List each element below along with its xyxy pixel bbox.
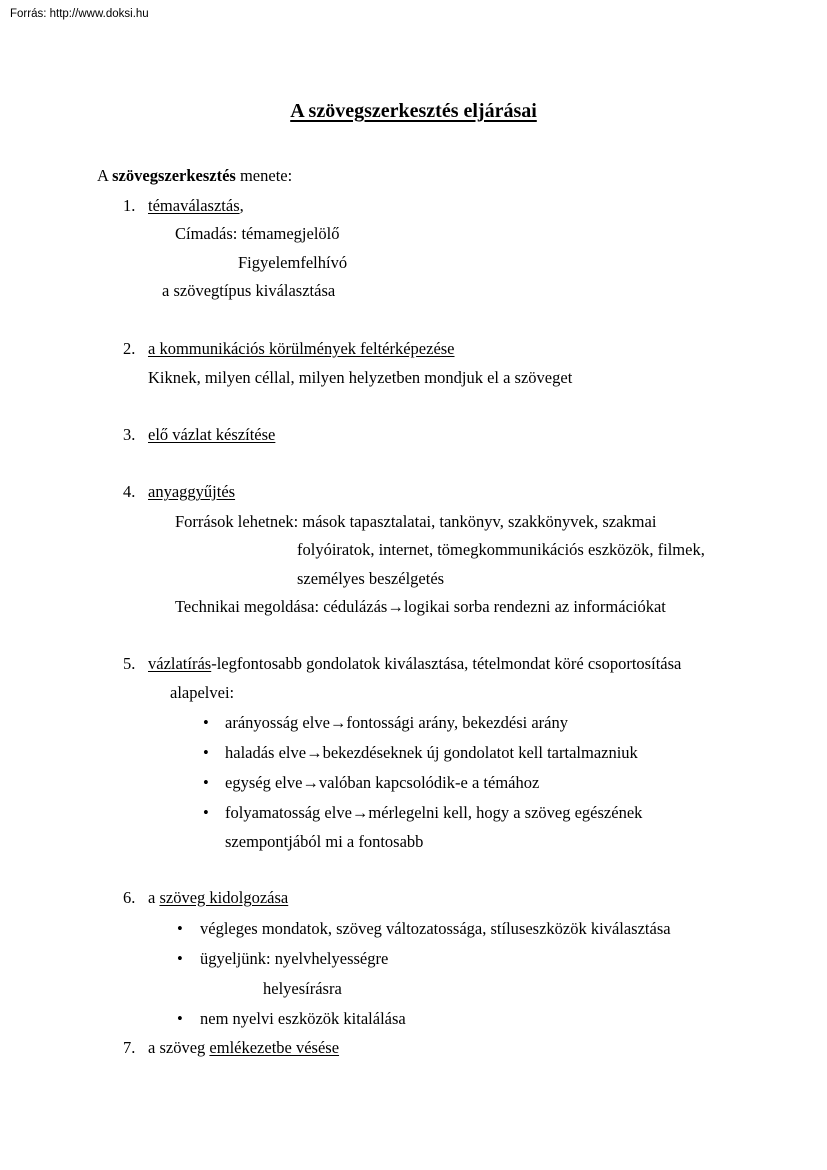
page-title-text: A szövegszerkesztés eljárásai bbox=[290, 100, 537, 122]
list-item-7 bbox=[123, 1038, 339, 1057]
item5-subline-1: alapelvei: bbox=[170, 683, 235, 702]
bullet-text: haladás elve→bekezdéseknek új gondolatot kell tartalmazniuk bbox=[225, 743, 638, 762]
item-tail: , bbox=[239, 196, 244, 215]
item6-bullet-2 bbox=[177, 949, 388, 968]
item5-bullet-2 bbox=[203, 743, 638, 762]
item-number: 4. bbox=[123, 482, 136, 501]
source-line: Forrás: http://www.doksi.hu bbox=[10, 8, 149, 20]
item1-subline-3: a szövegtípus kiválasztása bbox=[162, 281, 336, 300]
item4-subline-1: Források lehetnek: mások tapasztalatai, tankönyv, szakkönyvek, szakmai bbox=[175, 512, 657, 531]
list-item-2 bbox=[123, 339, 455, 358]
item-number: 1. bbox=[123, 196, 136, 215]
item5-bullet-1 bbox=[203, 713, 568, 732]
bullet-text: arányosság elve→fontossági arány, bekezdési arány bbox=[225, 713, 569, 732]
item-number: 6. bbox=[123, 888, 136, 907]
item-heading: a kommunikációs körülmények feltérképezése bbox=[148, 339, 455, 358]
bullet-icon: • bbox=[177, 949, 183, 968]
item6-bullet-2-cont: helyesírásra bbox=[263, 979, 342, 998]
bullet-icon: • bbox=[203, 743, 209, 762]
list-item-6 bbox=[123, 888, 288, 907]
item-heading: emlékezetbe vésése bbox=[209, 1038, 340, 1057]
item-heading: szöveg kidolgozása bbox=[159, 888, 289, 907]
item-number: 3. bbox=[123, 425, 136, 444]
list-item-3 bbox=[123, 425, 275, 444]
page-title bbox=[0, 100, 827, 123]
item4-subline-4: Technikai megoldása: cédulázás→logikai sorba rendezni az információkat bbox=[175, 597, 666, 616]
item4-subline-2: folyóiratok, internet, tömegkommunikációs eszközök, filmek, bbox=[297, 540, 705, 559]
item-heading: anyaggyűjtés bbox=[148, 482, 236, 501]
bullet-icon: • bbox=[203, 803, 209, 822]
bullet-text: egység elve→valóban kapcsolódik-e a témához bbox=[225, 773, 540, 792]
item1-subline-1: Címadás: témamegjelölő bbox=[175, 224, 340, 243]
item-tail: -legfontosabb gondolatok kiválasztása, tételmondat köré csoportosítása bbox=[211, 654, 682, 673]
item2-subline-1: Kiknek, milyen céllal, milyen helyzetben mondjuk el a szöveget bbox=[148, 368, 573, 387]
item-heading: elő vázlat készítése bbox=[148, 425, 276, 444]
item-heading: vázlatírás bbox=[148, 654, 212, 673]
item-pre: a szöveg bbox=[148, 1038, 210, 1057]
item-number: 5. bbox=[123, 654, 136, 673]
list-item-1 bbox=[123, 196, 244, 215]
item-heading: témaválasztás bbox=[148, 196, 240, 215]
intro-bold: szövegszerkesztés bbox=[112, 166, 236, 185]
bullet-text: folyamatosság elve→mérlegelni kell, hogy a szöveg egészének bbox=[225, 803, 643, 822]
bullet-icon: • bbox=[177, 1009, 183, 1028]
item6-bullet-3 bbox=[177, 1009, 406, 1028]
bullet-text: végleges mondatok, szöveg változatossága, stíluseszközök kiválasztása bbox=[200, 919, 671, 938]
item-number: 7. bbox=[123, 1038, 136, 1057]
item5-bullet-4-cont: szempontjából mi a fontosabb bbox=[225, 832, 424, 851]
item-pre: a bbox=[148, 888, 160, 907]
item6-bullet-1 bbox=[177, 919, 671, 938]
bullet-text: nem nyelvi eszközök kitalálása bbox=[200, 1009, 406, 1028]
bullet-icon: • bbox=[177, 919, 183, 938]
item4-subline-3: személyes beszélgetés bbox=[297, 569, 445, 588]
list-item-5 bbox=[123, 654, 681, 673]
item5-bullet-4 bbox=[203, 803, 642, 822]
intro-pre: A bbox=[97, 166, 113, 185]
bullet-text: ügyeljünk: nyelvhelyességre bbox=[200, 949, 389, 968]
intro-post: menete: bbox=[235, 166, 293, 185]
intro-line bbox=[97, 166, 292, 185]
bullet-icon: • bbox=[203, 773, 209, 792]
item-number: 2. bbox=[123, 339, 136, 358]
item5-bullet-3 bbox=[203, 773, 539, 792]
item1-subline-2: Figyelemfelhívó bbox=[238, 253, 348, 272]
bullet-icon: • bbox=[203, 713, 209, 732]
list-item-4 bbox=[123, 482, 235, 501]
